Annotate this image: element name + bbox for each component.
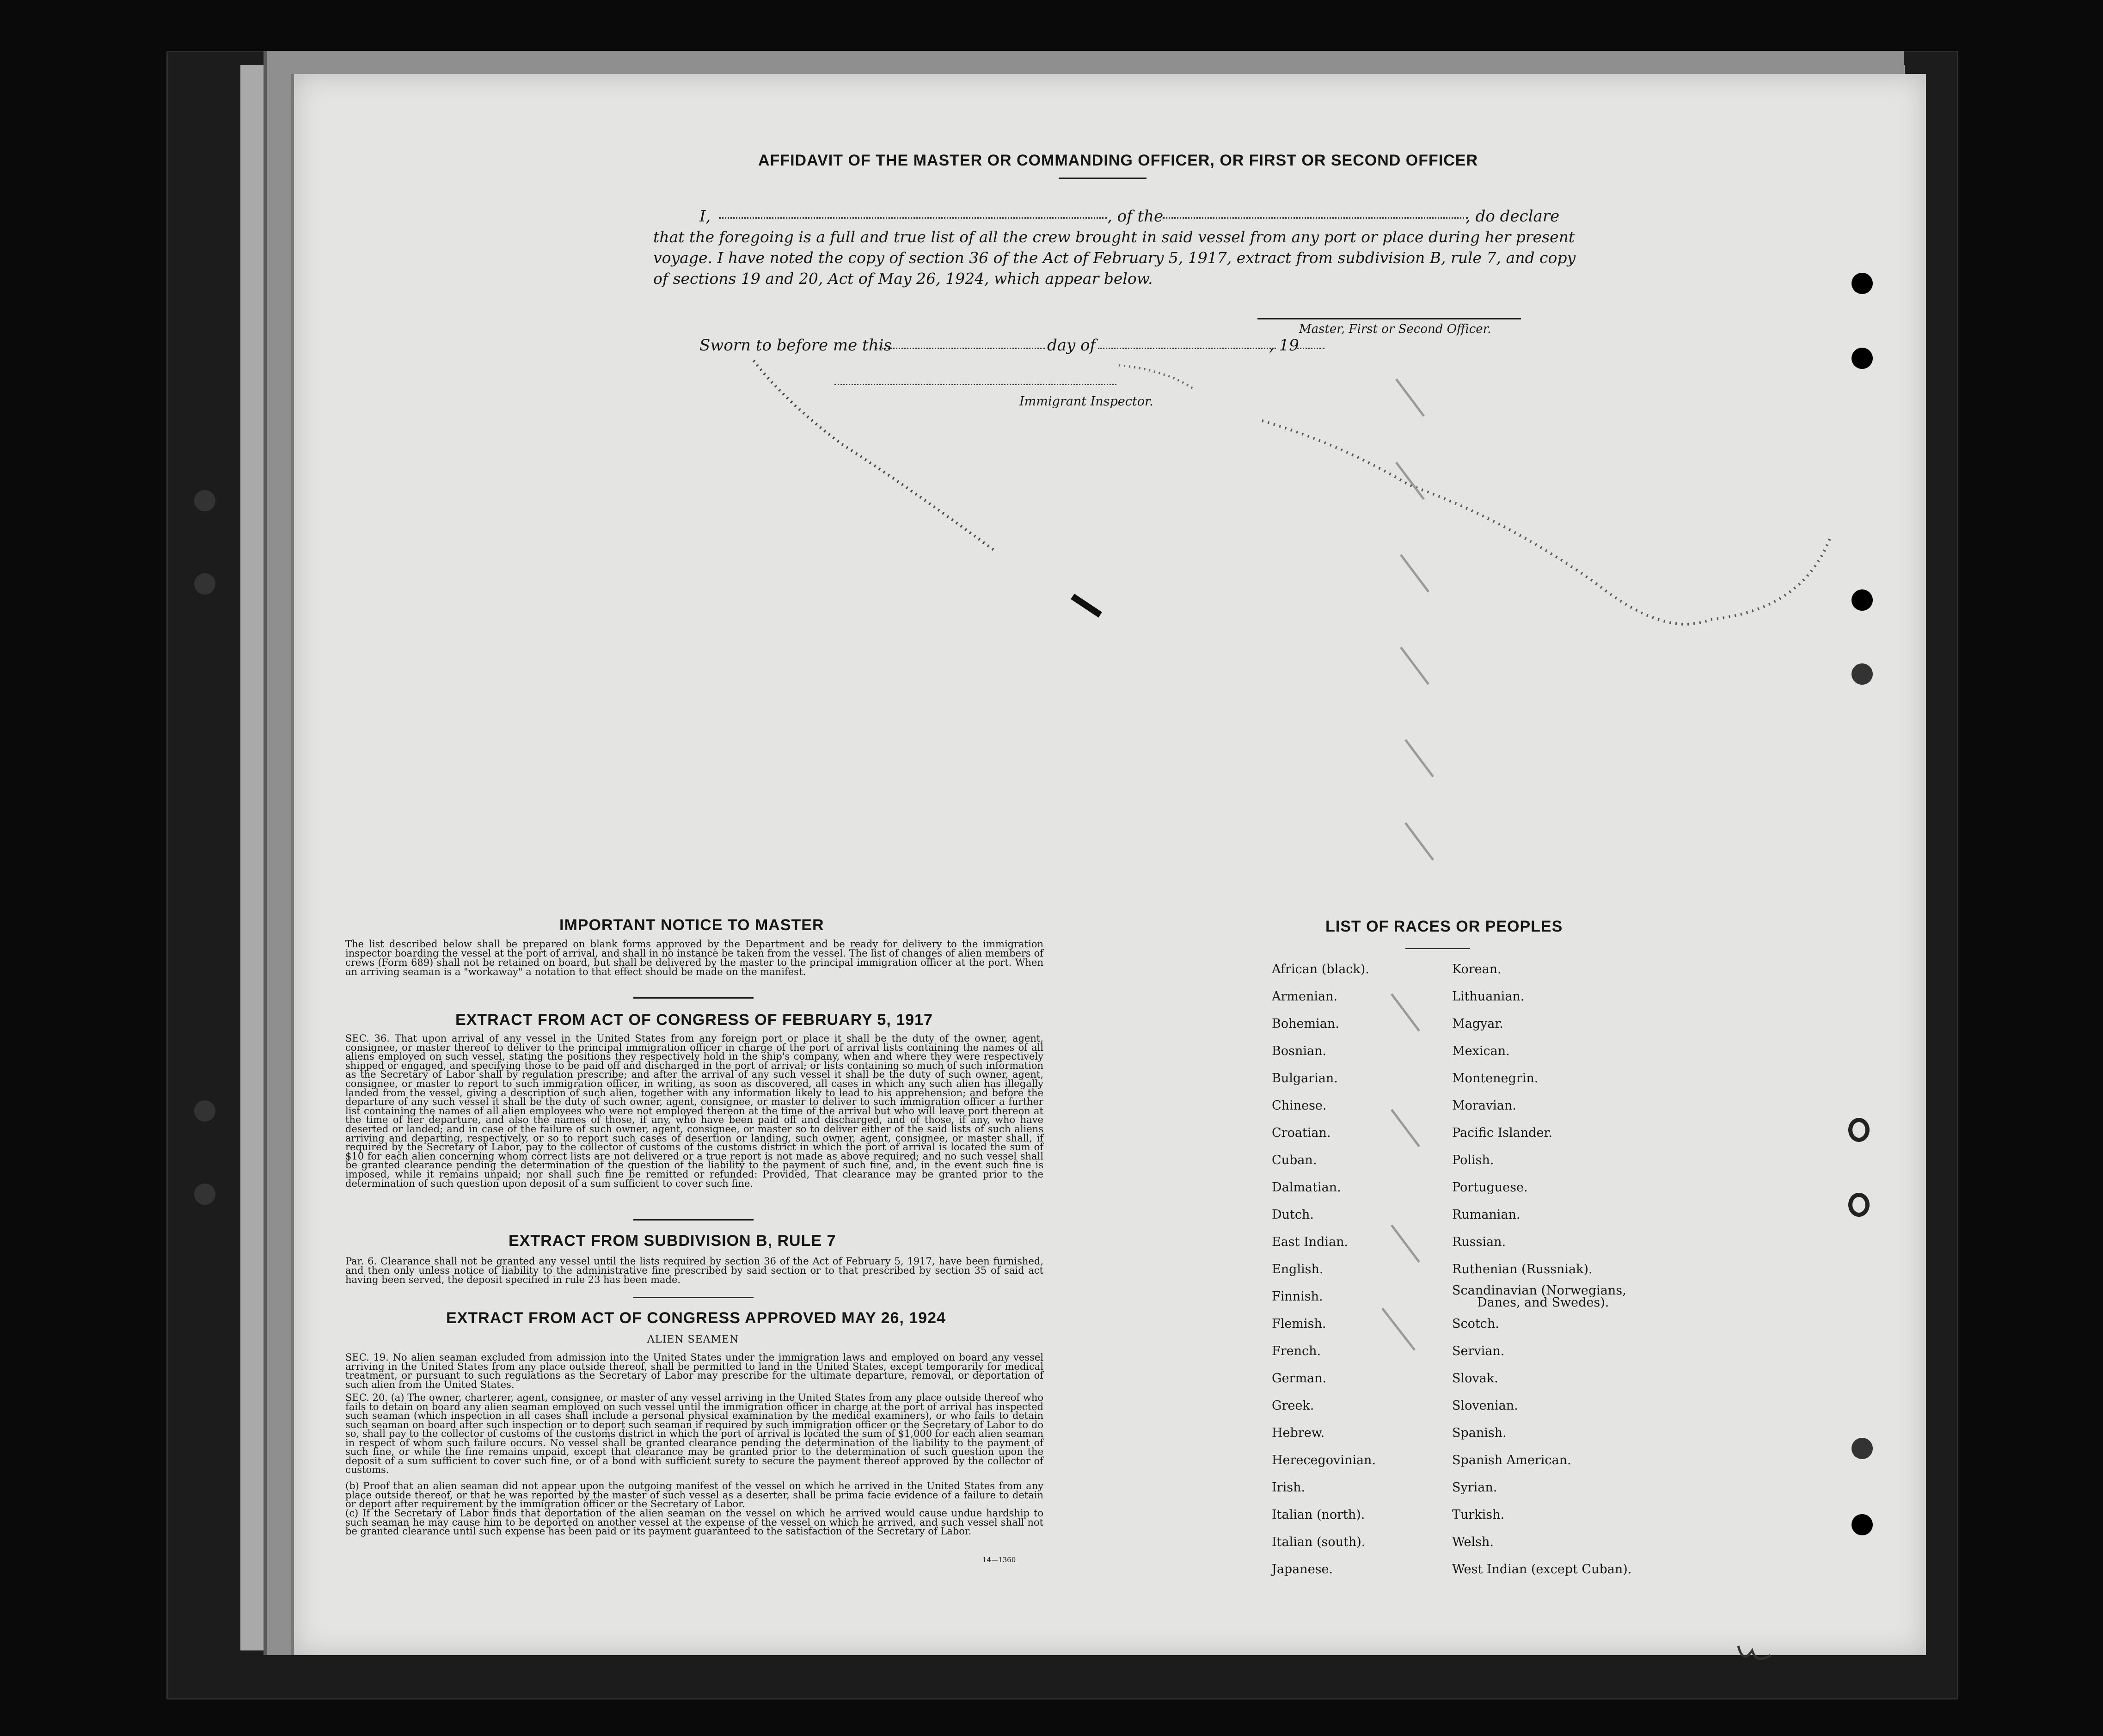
extract-1917-text: SEC. 36. That upon arrival of any vessel in the United States from any foreign port or place it shall be the duty of the owner, agent, consignee, or master thereof to deliver to the principal immigration officer in charge of the port of arrival lists containing the names of all aliens employed on such vessel, stating the positions they respectively hold in the ship's company, when and where they were respectively shipped or engaged, and specifying those to be paid off and discharged in the port of arrival; or lists containing so much of such information as the Secretary of Labor shall by regulation prescribe; and after the arrival of any such vessel it shall be the duty of such owner, agent, consignee, or master to report to such immigration officer, in writing, as soon as discovered, all cases in which any such alien has illegally landed from the vessel, giving a description of such alien, together with any information likely to lead to his apprehension; and before the departure of any such vessel it shall be the duty of such owner, agent, consignee, or master to deliver to such immigration officer a further list containing the names of all alien employees who were not employed thereon at the time of the arrival but who will leave port thereon at the time of her departure, and also the names of those, if any, who have been paid off and discharged, and of those, if any, who have deserted or landed; and in case of the failure of such owner, agent, consignee, or master so to deliver either of the said lists of such aliens arriving and departing, respectively, or so to report such cases of desertion or landing, such owner, agent, consignee, or master shall, if required by the Secretary of Labor, pay to the collector of customs of the customs district in which the port of arrival is located the sum of $10 for each alien concerning whom correct lists are not delivered or a true report is not made as above required; and no such vessel shall be granted clearance pending the determination of the question of the liability to the payment of such fine, and, in the event such fine is imposed, while it remains unpaid; nor shall such fine be remitted or refunded: Provided, That clearance may be granted prior to the determination of such question upon deposit of a sum sufficient to cover such fine.: [345, 1033, 1043, 1189]
section-divider: [633, 1219, 754, 1221]
form-number: 14—1360: [982, 1556, 1016, 1564]
race-item: Polish.: [1452, 1153, 1494, 1167]
subdivision-b-text: Par. 6. Clearance shall not be granted any vessel until the lists required by section 36 of the Act of February 5, 1917, have been furnished, and then only unless notice of liability to the administrative fine prescribed by said section or to that prescribed by section 35 of said act having been served, the deposit specified in rule 23 has been made.: [345, 1256, 1043, 1285]
race-item: Magyar.: [1452, 1017, 1503, 1031]
race-item: Flemish.: [1272, 1317, 1326, 1331]
race-item: Welsh.: [1452, 1535, 1494, 1549]
section-20c-text: (c) If the Secretary of Labor finds that deportation of the alien seaman on the vessel on which he arrived would cause undue hardship to such seaman he may cause him to be deported on another vessel at the expense of the vessel on which he arrived, and such vessel shall not be granted clearance until such expense has been paid or its payment guaranteed to the satisfaction of the Secretary of Labor.: [345, 1508, 1043, 1537]
race-item: Lithuanian.: [1452, 989, 1525, 1004]
section-20a-text: SEC. 20. (a) The owner, charterer, agent, consignee, or master of any vessel arriving in the United States from any place outside thereof who fails to detain on board any alien seaman employed on such vessel until the immigration officer in charge at the port of arrival has inspected such seaman (which inspection in all cases shall include a personal physical examination by the medical examiners), or who fails to detain such seaman on board after such inspection or to deport such seaman if required by such immigration officer or the Secretary of Labor to do so, shall pay to the collector of customs of the customs district in which the port of arrival is located the sum of $1,000 for each alien seaman in respect of whom such failure occurs. No vessel shall be granted clearance pending the determination of the liability to the payment of such fine, or while the fine remains unpaid, except that clearance may be granted prior to the determination of such question upon the deposit of a sum sufficient to cover such fine, or of a bond with sufficient surety to secure the payment thereof approved by the collector of customs.: [345, 1392, 1044, 1475]
race-item: Syrian.: [1452, 1480, 1497, 1495]
subdivision-b-title: EXTRACT FROM SUBDIVISION B, RULE 7: [509, 1232, 836, 1250]
race-item: Spanish American.: [1452, 1453, 1571, 1467]
race-item: East Indian.: [1272, 1235, 1349, 1249]
section-divider: [633, 1297, 754, 1298]
race-item: Slovenian.: [1452, 1399, 1518, 1413]
notice-text: The list described below shall be prepared on blank forms approved by the Department and be ready for delivery to the immigration inspector boarding the vessel at the port of arrival, and shall in no instance be taken from the vessel. The list of changes of alien members of crews (Form 689) shall not be retained on board, but shall be delivered by the master to the principal immigration officer at the port. When an arriving seaman is a "workaway" a notation to that effect should be made on the manifest.: [345, 939, 1043, 977]
race-item: Slovak.: [1452, 1371, 1498, 1386]
affidavit-line: that the foregoing is a full and true list of all the crew brought in said vessel from any port or place during her present: [653, 228, 1575, 246]
race-item: Herecegovinian.: [1272, 1453, 1376, 1467]
section-divider: [633, 997, 754, 999]
race-item: Irish.: [1272, 1480, 1306, 1495]
alien-seamen-subtitle: ALIEN SEAMEN: [647, 1334, 739, 1345]
race-item: Dutch.: [1272, 1208, 1314, 1222]
race-item: African (black).: [1272, 962, 1369, 976]
race-item: West Indian (except Cuban).: [1452, 1562, 1632, 1577]
race-item-continuation: Danes, and Swedes).: [1477, 1295, 1609, 1310]
affidavit-line: of sections 19 and 20, Act of May 26, 1924, which appear below.: [653, 270, 1153, 288]
race-item: Italian (south).: [1272, 1535, 1366, 1549]
extract-1917-title: EXTRACT FROM ACT OF CONGRESS OF FEBRUARY 5, 1917: [455, 1011, 933, 1029]
races-title-underline: [1405, 948, 1470, 949]
race-item: Japanese.: [1272, 1562, 1333, 1577]
race-item: Servian.: [1452, 1344, 1505, 1358]
sworn-day-field[interactable]: [876, 348, 1045, 349]
race-item: Pacific Islander.: [1452, 1126, 1552, 1140]
race-item: Finnish.: [1272, 1289, 1323, 1304]
race-item: Chinese.: [1272, 1098, 1327, 1113]
vessel-of-label: , of the: [1107, 207, 1164, 226]
declarant-prefix: I,: [699, 207, 711, 226]
race-item: French.: [1272, 1344, 1321, 1358]
inspector-label: Immigrant Inspector.: [1019, 394, 1153, 409]
race-item: Moravian.: [1452, 1098, 1516, 1113]
master-signature-line[interactable]: [1257, 318, 1521, 319]
race-item: Bosnian.: [1272, 1044, 1327, 1058]
title-underline: [1059, 178, 1147, 179]
races-title: LIST OF RACES OR PEOPLES: [1325, 918, 1563, 935]
race-item: Italian (north).: [1272, 1508, 1365, 1522]
race-item: Bulgarian.: [1272, 1071, 1338, 1086]
day-of-label: day of: [1047, 336, 1096, 355]
race-item: Croatian.: [1272, 1126, 1331, 1140]
affidavit-title: AFFIDAVIT OF THE MASTER OR COMMANDING OFFICER, OR FIRST OR SECOND OFFICER: [758, 152, 1478, 169]
race-item: Russian.: [1452, 1235, 1506, 1249]
inspector-signature-line[interactable]: [834, 384, 1116, 385]
race-item: Hebrew.: [1272, 1426, 1325, 1440]
affidavit-line: voyage. I have noted the copy of section 36 of the Act of February 5, 1917, extract from subdivision B, rule 7, and copy: [653, 249, 1576, 267]
race-item: German.: [1272, 1371, 1327, 1386]
race-item: Dalmatian.: [1272, 1180, 1341, 1195]
race-item: Armenian.: [1272, 989, 1338, 1004]
race-item: Bohemian.: [1272, 1017, 1339, 1031]
sworn-prefix: Sworn to before me this: [699, 336, 892, 355]
notice-title: IMPORTANT NOTICE TO MASTER: [559, 916, 824, 934]
race-item: Scandinavian (Norwegians,: [1452, 1283, 1626, 1298]
sworn-month-field[interactable]: [1098, 348, 1276, 349]
race-item: Rumanian.: [1452, 1208, 1521, 1222]
race-item: Korean.: [1452, 962, 1502, 976]
section-20b-text: (b) Proof that an alien seaman did not appear upon the outgoing manifest of the vessel on which he arrived in the United States from any place outside thereof, or that he was reported by the master of such vessel as a deserter, shall be prima facie evidence of a failure to detain or deport after requirement by the immigration officer or the Secretary of Labor.: [345, 1480, 1043, 1509]
race-item: Scotch.: [1452, 1317, 1499, 1331]
section-19-text: SEC. 19. No alien seaman excluded from admission into the United States under the immigration laws and employed on board any vessel arriving in the United States from any place outside thereof, shall be permitted to land in the United States, except temporarily for medical treatment, or pursuant to such regulations as the Secretary of Labor may prescribe for the ultimate departure, removal, or deportation of such alien from the United States.: [345, 1352, 1043, 1390]
race-item: English.: [1272, 1262, 1324, 1276]
sworn-year-field[interactable]: [1297, 348, 1324, 349]
extract-1924-title: EXTRACT FROM ACT OF CONGRESS APPROVED MAY 26, 1924: [446, 1309, 946, 1327]
race-item: Turkish.: [1452, 1508, 1505, 1522]
race-item: Spanish.: [1452, 1426, 1507, 1440]
race-item: Cuban.: [1272, 1153, 1317, 1167]
year-label: , 19: [1269, 336, 1299, 355]
declarant-name-field[interactable]: [719, 217, 1107, 219]
master-signature-label: Master, First or Second Officer.: [1299, 322, 1491, 336]
race-item: Montenegrin.: [1452, 1071, 1539, 1086]
race-item: Ruthenian (Russniak).: [1452, 1262, 1593, 1276]
vessel-name-field[interactable]: [1163, 217, 1468, 219]
declare-label: , do declare: [1465, 207, 1560, 226]
race-item: Mexican.: [1452, 1044, 1510, 1058]
race-item: Greek.: [1272, 1399, 1314, 1413]
race-item: Portuguese.: [1452, 1180, 1528, 1195]
